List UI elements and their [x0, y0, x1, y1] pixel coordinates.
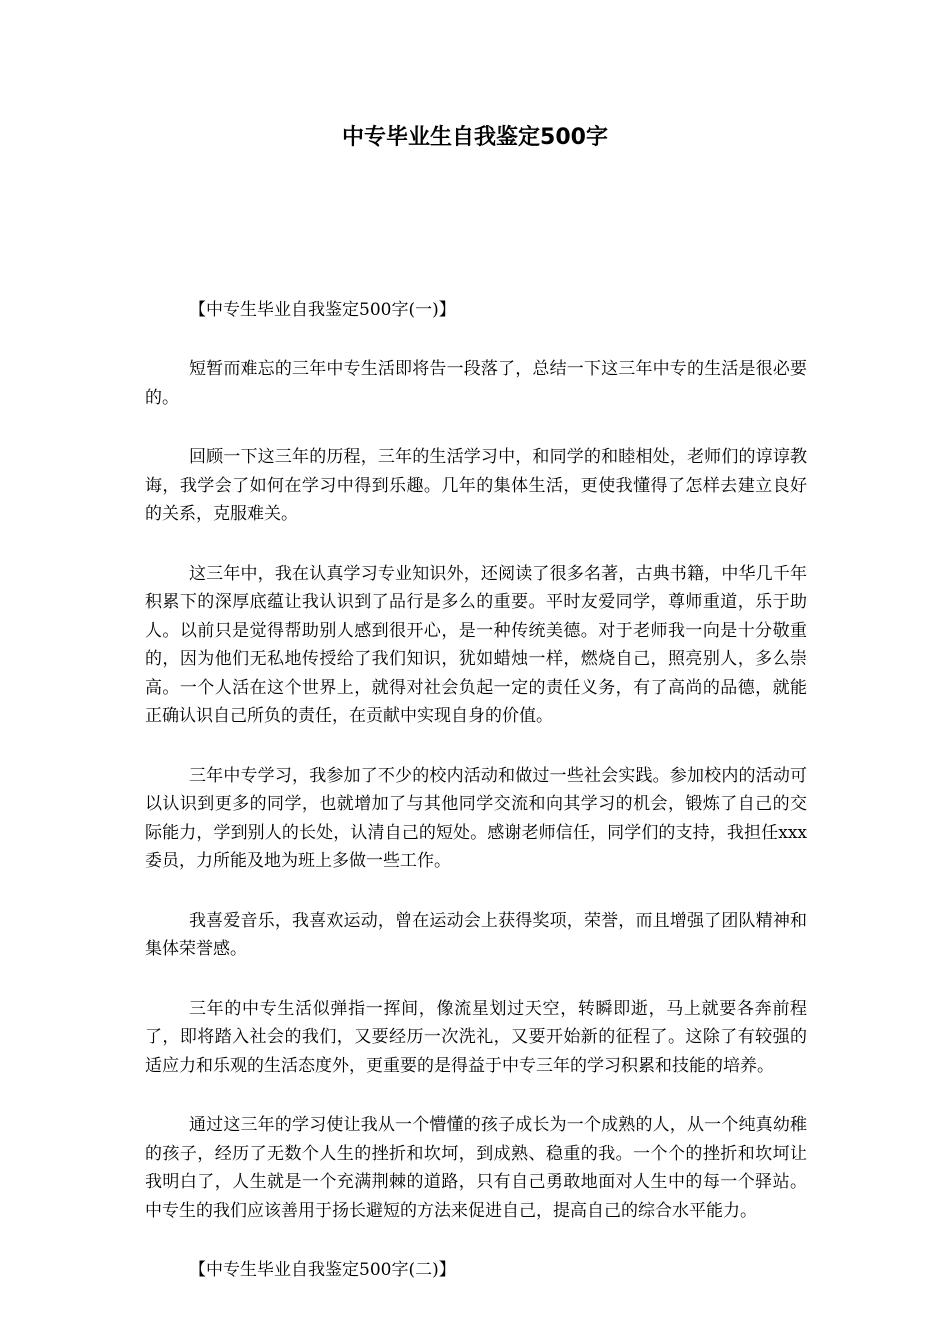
paragraph: 三年中专学习，我参加了不少的校内活动和做过一些社会实践。参加校内的活动可以认识到更多的同学，也就增加了与其他同学交流和向其学习的机会，锻炼了自己的交际能力，学到别人的长处，认清自己的短处。感谢老师信任，同学们的支持，我担任xxx委员，力所能及地为班上多做一些工作。: [145, 765, 807, 871]
paragraph: 我喜爱音乐，我喜欢运动，曾在运动会上获得奖项，荣誉，而且增强了团队精神和集体荣誉感。: [145, 910, 807, 959]
paragraph: 通过这三年的学习使让我从一个懵懂的孩子成长为一个成熟的人，从一个纯真幼稚的孩子，经历了无数个人生的挫折和坎坷，到成熟、稳重的我。一个个的挫折和坎坷让我明白了，人生就是一个充满荆棘的道路，只有自己勇敢地面对人生中的每一个驿站。中专生的我们应该善用于扬长避短的方法来促进自己，提高自己的综合水平能力。: [145, 1115, 807, 1221]
section-heading-2: 【中专生毕业自我鉴定500字(二)】: [189, 1260, 456, 1280]
paragraph: 这三年中，我在认真学习专业知识外，还阅读了很多名著，古典书籍，中华几千年积累下的深厚底蕴让我认识到了品行是多么的重要。平时友爱同学，尊师重道，乐于助人。以前只是觉得帮助别人感到很开心，是一种传统美德。对于老师我一向是十分敬重的，因为他们无私地传授给了我们知识，犹如蜡烛一样，燃烧自己，照亮别人，多么崇高。一个人活在这个世界上，就得对社会负起一定的责任义务，有了高尚的品德，就能正确认识自己所负的责任，在贡献中实现自身的价值。: [145, 563, 807, 726]
document-body: [145, 296, 807, 1315]
paragraph: 短暂而难忘的三年中专生活即将告一段落了，总结一下这三年中专的生活是很必要的。: [145, 359, 807, 408]
paragraph: 回顾一下这三年的历程，三年的生活学习中，和同学的和睦相处，老师们的谆谆教诲，我学会了如何在学习中得到乐趣。几年的集体生活，更使我懂得了怎样去建立良好的关系，克服难关。: [145, 447, 807, 524]
document-title: 中专毕业生自我鉴定500字: [342, 125, 608, 150]
paragraph: 三年的中专生活似弹指一挥间，像流星划过天空，转瞬即逝，马上就要各奔前程了，即将踏入社会的我们，又要经历一次洗礼，又要开始新的征程了。这除了有较强的适应力和乐观的生活态度外，更重要的是得益于中专三年的学习积累和技能的培养。: [145, 998, 807, 1076]
section-heading-1: 【中专生毕业自我鉴定500字(一)】: [189, 300, 456, 320]
